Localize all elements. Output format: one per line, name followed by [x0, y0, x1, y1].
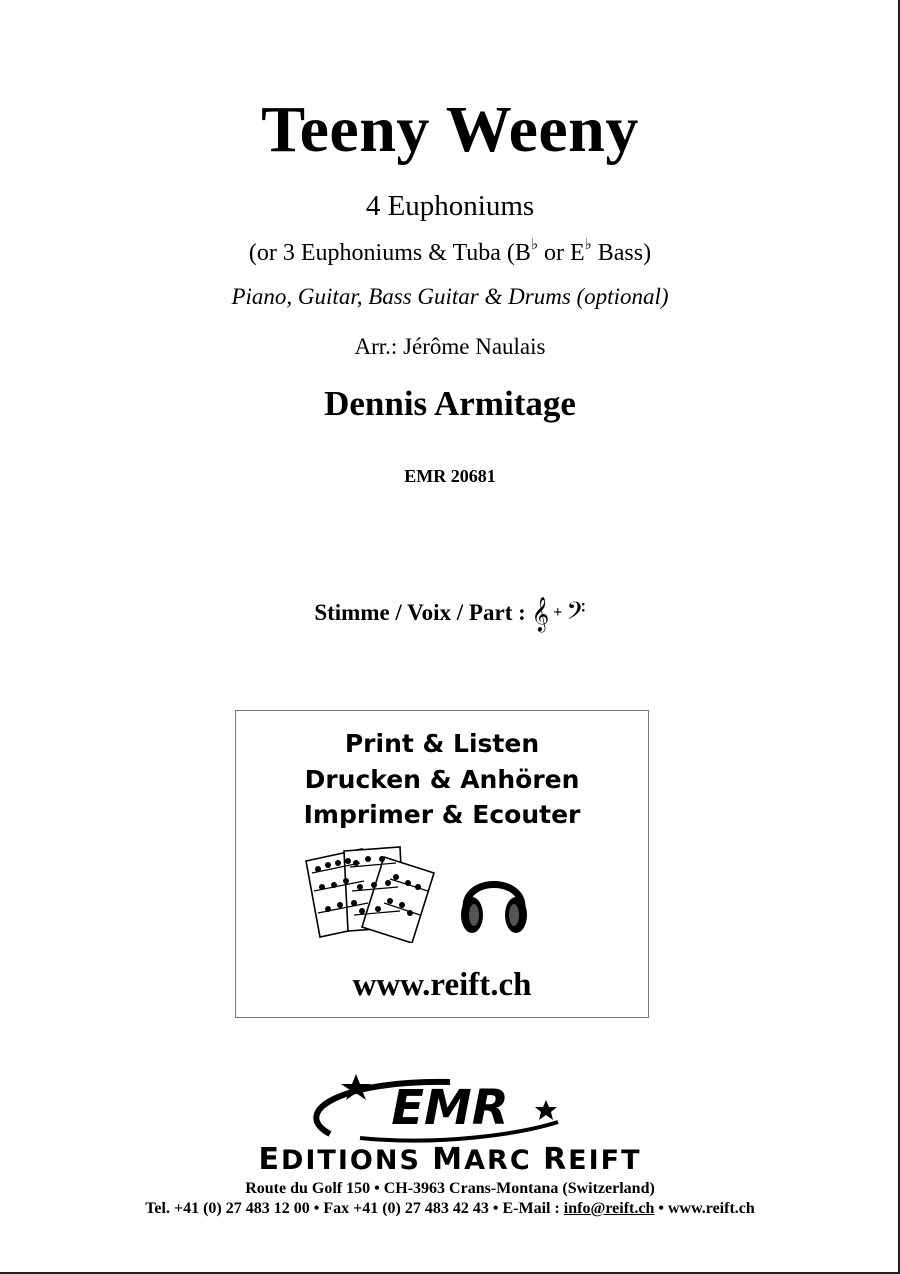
- alt-suffix: Bass): [591, 240, 652, 266]
- publisher-name-initial: E: [258, 1142, 281, 1177]
- catalog-number: EMR 20681: [404, 466, 496, 486]
- instrumentation: 4 Euphoniums: [365, 190, 535, 222]
- flat-sign: ♭: [584, 237, 592, 253]
- print-listen-box[interactable]: [235, 710, 649, 1018]
- publisher-name-word: EIFT: [568, 1145, 642, 1176]
- alternative-instrumentation: [0, 237, 900, 267]
- part-label: Stimme / Voix / Part :: [314, 600, 526, 625]
- piece-title: Teeny Weeny: [261, 93, 639, 166]
- bass-clef-icon: 𝄢: [566, 598, 586, 631]
- arranger: Arr.: Jérôme Naulais: [354, 334, 546, 359]
- publisher-name: [0, 1142, 900, 1177]
- treble-clef-icon: 𝄞: [531, 598, 550, 631]
- contact-suffix: • www.reift.ch: [654, 1200, 755, 1217]
- promo-line-german: Drucken & Anhören: [304, 765, 580, 794]
- promo-line-english: Print & Listen: [344, 729, 540, 758]
- publisher-address: Route du Golf 150 • CH-3963 Crans-Montana (Switzerland): [245, 1180, 655, 1197]
- part-line: [0, 598, 900, 632]
- publisher-name-word: DITIONS: [280, 1145, 433, 1176]
- promo-line-french: Imprimer & Ecouter: [303, 800, 581, 829]
- publisher-name-initial: R: [543, 1142, 569, 1177]
- headphones-icon: [458, 861, 530, 939]
- logo-text: EMR: [391, 1080, 509, 1136]
- sheet-music-icon: [304, 843, 439, 943]
- publisher-name-initial: M: [432, 1142, 465, 1177]
- flat-sign: ♭: [530, 237, 539, 253]
- email-link[interactable]: info@reift.ch: [563, 1200, 655, 1217]
- composer: Dennis Armitage: [324, 384, 576, 423]
- publisher-contact: [0, 1200, 900, 1218]
- website-link[interactable]: www.reift.ch: [352, 967, 532, 1003]
- emr-logo: [300, 1072, 570, 1144]
- accompaniment: Piano, Guitar, Bass Guitar & Drums (optional): [231, 284, 669, 309]
- publisher-name-word: ARC: [464, 1145, 544, 1176]
- alt-prefix: (or 3 Euphoniums & Tuba (B: [248, 240, 531, 266]
- contact-prefix: Tel. +41 (0) 27 483 12 00 • Fax +41 (0) 27 483 42 43 • E-Mail :: [145, 1200, 564, 1217]
- alt-middle: or E: [538, 240, 585, 266]
- plus-sign: +: [553, 604, 563, 621]
